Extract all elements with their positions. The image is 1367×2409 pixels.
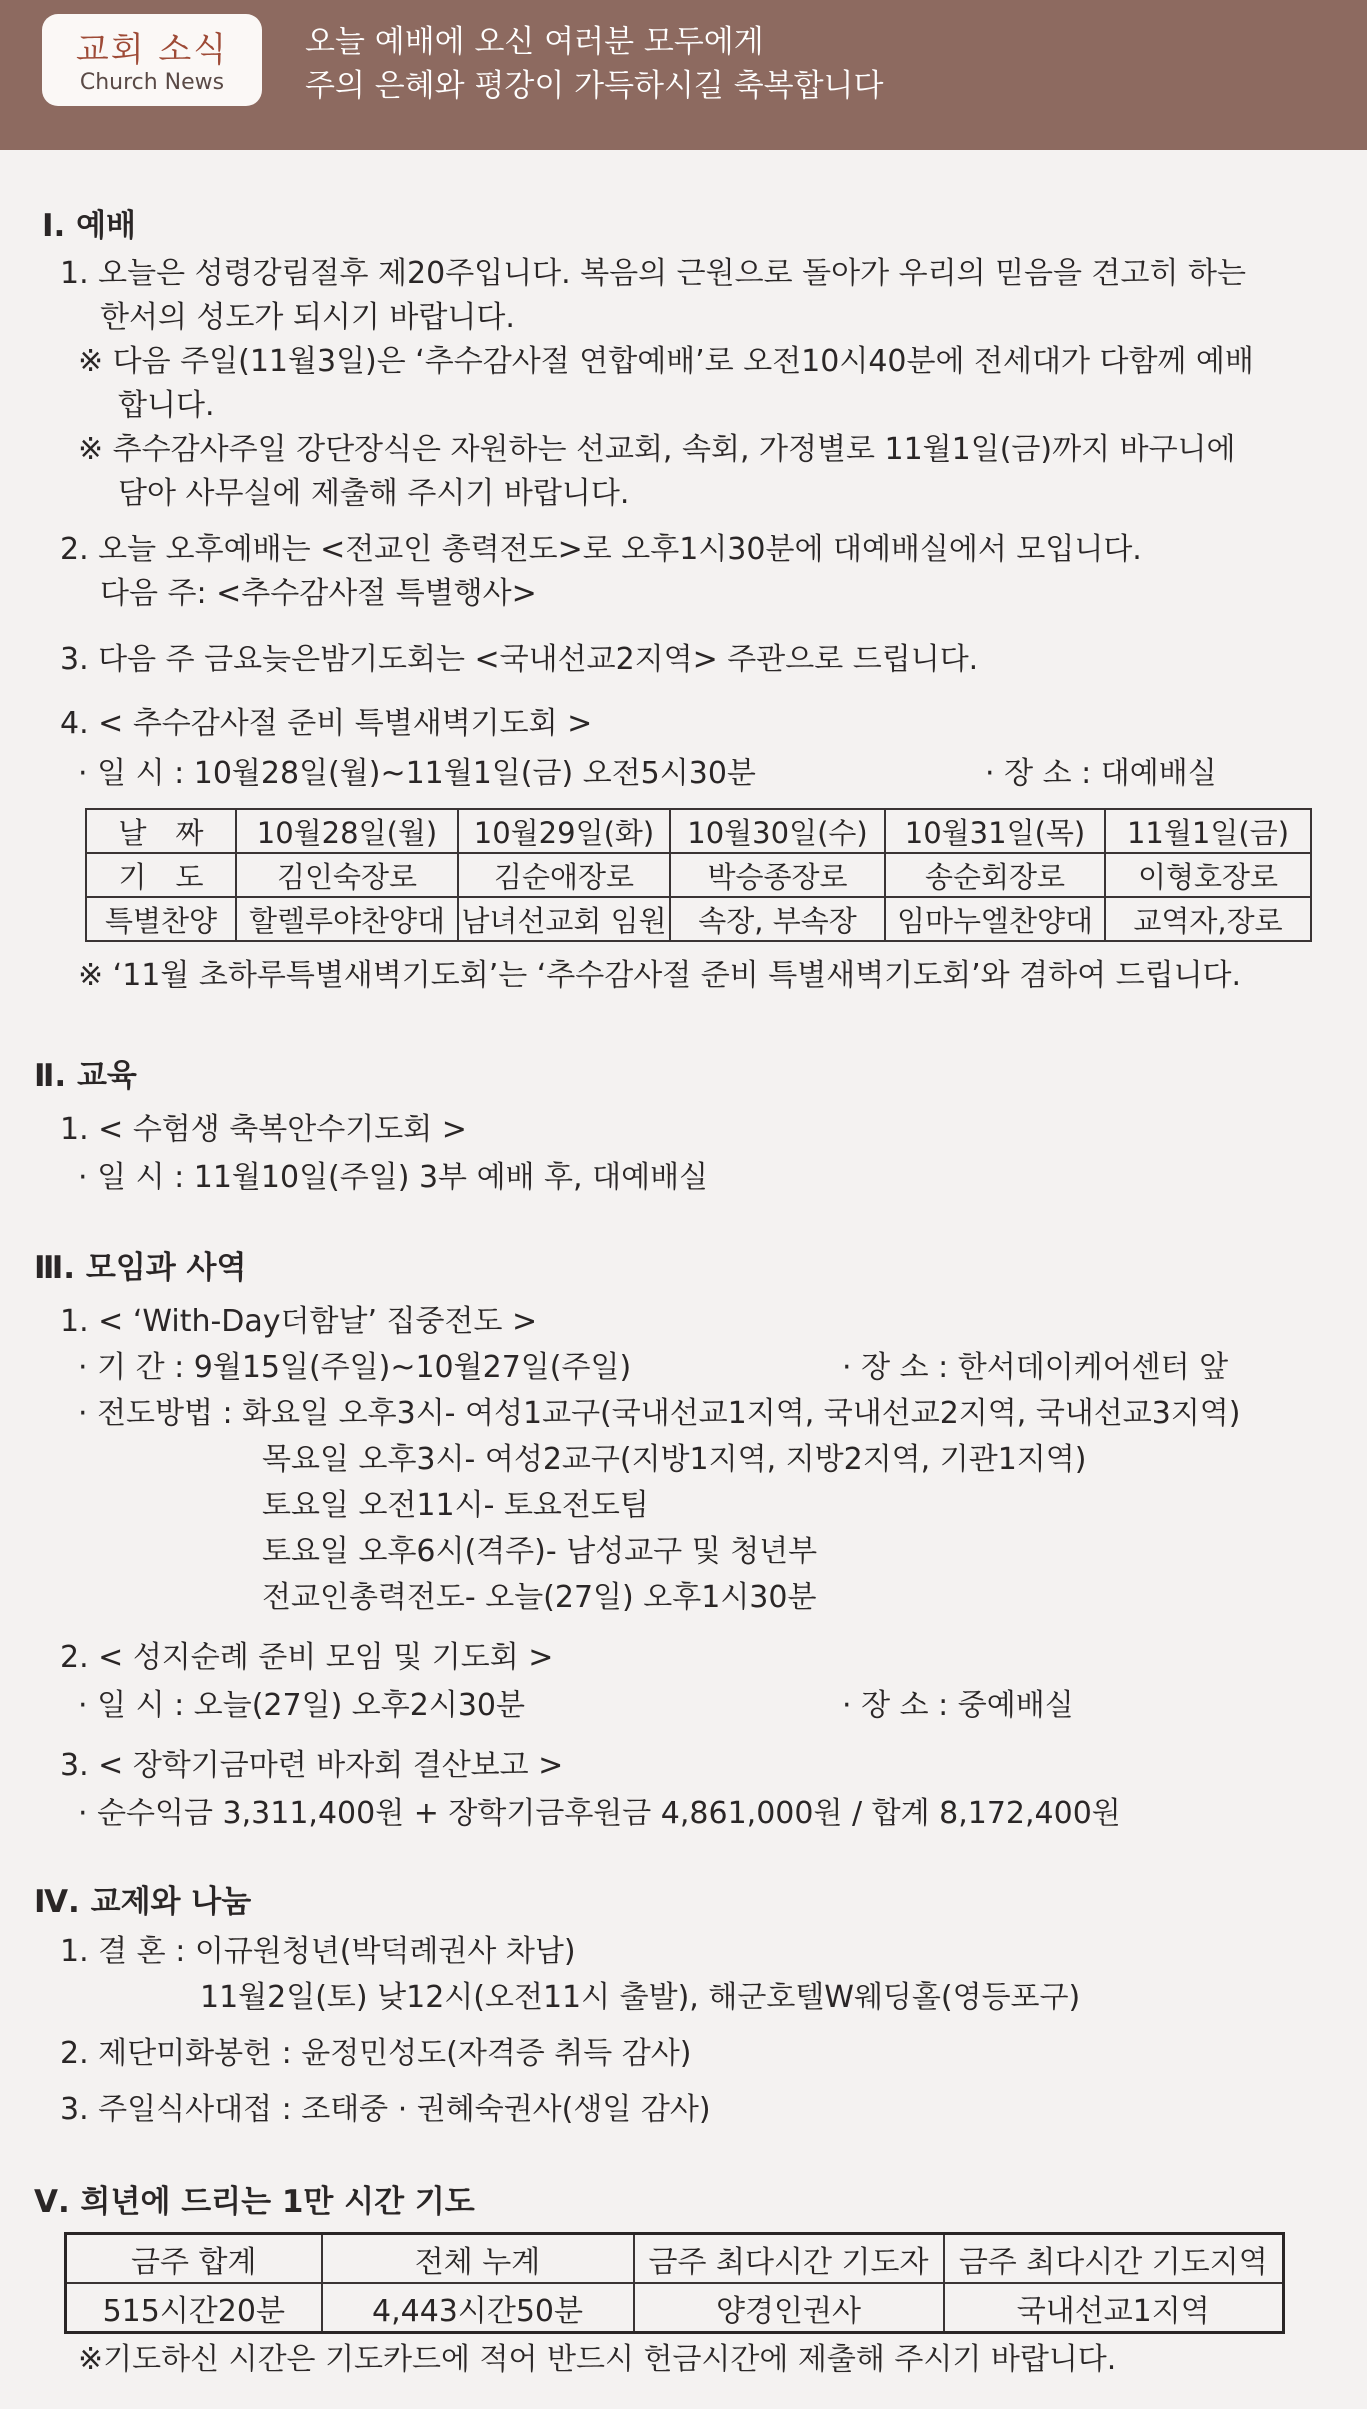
pilgrimage-place: · 장 소 : 중예배실 — [842, 1688, 1074, 1723]
table-cell: 10월30일(수) — [670, 809, 885, 853]
table-header-cell: 전체 누계 — [322, 2234, 634, 2284]
worship-note2-line2: 담아 사무실에 제출해 주시기 바랍니다. — [118, 476, 630, 511]
table-cell: 4,443시간50분 — [322, 2283, 634, 2333]
table-cell: 양경인권사 — [634, 2283, 944, 2333]
altar-flowers: 2. 제단미화봉헌 : 윤정민성도(자격증 취득 감사) — [60, 2036, 692, 2071]
table-cell: 교역자,장로 — [1105, 897, 1311, 941]
table-row — [86, 897, 1311, 941]
meetings-item1: 1. < ‘With-Day더함날’ 집중전도 > — [60, 1304, 538, 1339]
worship-item4-title: 4. < 추수감사절 준비 특별새벽기도회 > — [60, 706, 593, 741]
table-cell: 속장, 부속장 — [670, 897, 885, 941]
table-cell: 이형호장로 — [1105, 853, 1311, 897]
table-cell: 국내선교1지역 — [944, 2283, 1284, 2333]
section-prayer-title: Ⅴ. 희년에 드리는 1만 시간 기도 — [34, 2184, 475, 2220]
meetings-item3: 3. < 장학기금마련 바자회 결산보고 > — [60, 1748, 564, 1783]
education-item1: 1. < 수험생 축복안수기도회 > — [60, 1112, 467, 1147]
worship-item2-line1: 2. 오늘 오후예배는 <전교인 총력전도>로 오후1시30분에 대예배실에서 모입니다. — [60, 532, 1142, 567]
section-meetings-title: Ⅲ. 모임과 사역 — [34, 1250, 247, 1286]
badge-title-korean: 교회 소식 — [75, 30, 229, 70]
table-header-cell: 금주 합계 — [66, 2234, 322, 2284]
worship-note1-line1: ※ 다음 주일(11월3일)은 ‘추수감사절 연합예배’로 오전10시40분에 전세대가 다함께 예배 — [78, 344, 1254, 379]
church-news-badge — [42, 14, 262, 106]
table-cell: 임마누엘찬양대 — [885, 897, 1105, 941]
table-cell: 김인숙장로 — [236, 853, 458, 897]
evangelism-method-line4: 토요일 오후6시(격주)- 남성교구 및 청년부 — [262, 1534, 818, 1569]
worship-item3: 3. 다음 주 금요늦은밤기도회는 <국내선교2지역> 주관으로 드립니다. — [60, 642, 979, 677]
wedding-line2: 11월2일(토) 낮12시(오전11시 출발), 해군호텔W웨딩홀(영등포구) — [200, 1980, 1081, 2015]
table-cell: 특별찬양 — [86, 897, 236, 941]
worship-note2-line1: ※ 추수감사주일 강단장식은 자원하는 선교회, 속회, 가정별로 11월1일(금)까지 바구니에 — [78, 432, 1236, 467]
evangelism-place: · 장 소 : 한서데이케어센터 앞 — [842, 1350, 1229, 1385]
section-fellowship-title: Ⅳ. 교제와 나눔 — [34, 1884, 252, 1920]
dawn-prayer-time: · 일 시 : 10월28일(월)~11월1일(금) 오전5시30분 — [78, 756, 756, 791]
evangelism-period: · 기 간 : 9월15일(주일)~10월27일(주일) — [78, 1350, 632, 1385]
table-cell: 10월28일(월) — [236, 809, 458, 853]
worship-note1-line2: 합니다. — [118, 388, 215, 423]
table-header-cell: 금주 최다시간 기도자 — [634, 2234, 944, 2284]
sunday-meal: 3. 주일식사대접 : 조태중 · 권혜숙권사(생일 감사) — [60, 2092, 711, 2127]
evangelism-method-line3: 토요일 오전11시- 토요전도팀 — [262, 1488, 649, 1523]
meetings-item2: 2. < 성지순례 준비 모임 및 기도회 > — [60, 1640, 554, 1675]
header-message-line2: 주의 은혜와 평강이 가득하시길 축복합니다 — [305, 68, 884, 104]
table-cell: 남녀선교회 임원 — [458, 897, 670, 941]
table-cell: 515시간20분 — [66, 2283, 322, 2333]
table-cell: 할렐루야찬양대 — [236, 897, 458, 941]
header-message-line1: 오늘 예배에 오신 여러분 모두에게 — [305, 24, 764, 60]
badge-title-english: Church News — [79, 70, 225, 95]
worship-item1-line2: 한서의 성도가 되시기 바랍니다. — [100, 300, 515, 335]
prayer-hours-table — [64, 2232, 1285, 2334]
prayer-note: ※기도하신 시간은 기도카드에 적어 반드시 헌금시간에 제출해 주시기 바랍니다. — [78, 2342, 1117, 2377]
table-cell: 김순애장로 — [458, 853, 670, 897]
table-cell: 송순회장로 — [885, 853, 1105, 897]
table-cell: 박승종장로 — [670, 853, 885, 897]
table-cell: 10월31일(목) — [885, 809, 1105, 853]
church-news-header — [0, 0, 1367, 150]
table-cell: 기 도 — [86, 853, 236, 897]
section-worship-title: Ⅰ. 예배 — [42, 208, 136, 244]
table-row — [66, 2234, 1284, 2284]
section-education-title: Ⅱ. 교육 — [34, 1058, 137, 1094]
table-row — [86, 809, 1311, 853]
dawn-prayer-place: · 장 소 : 대예배실 — [985, 756, 1217, 791]
worship-item1-line1: 1. 오늘은 성령강림절후 제20주입니다. 복음의 근원으로 돌아가 우리의 믿음을 견고히 하는 — [60, 256, 1246, 291]
table-row — [86, 853, 1311, 897]
wedding-line1: 1. 결 혼 : 이규원청년(박덕례권사 차남) — [60, 1934, 576, 1969]
education-item1-time: · 일 시 : 11월10일(주일) 3부 예배 후, 대예배실 — [78, 1160, 709, 1195]
bazaar-settlement: · 순수익금 3,311,400원 + 장학기금후원금 4,861,000원 / 합계 8,172,400원 — [78, 1796, 1121, 1831]
table-cell: 11월1일(금) — [1105, 809, 1311, 853]
table-cell: 날 짜 — [86, 809, 236, 853]
table-cell: 10월29일(화) — [458, 809, 670, 853]
worship-item2-line2: 다음 주: <추수감사절 특별행사> — [100, 576, 537, 611]
evangelism-method-line2: 목요일 오후3시- 여성2교구(지방1지역, 지방2지역, 기관1지역) — [262, 1442, 1087, 1477]
evangelism-method-line1: · 전도방법 : 화요일 오후3시- 여성1교구(국내선교1지역, 국내선교2지역, 국내선교3지역) — [78, 1396, 1241, 1431]
evangelism-method-line5: 전교인총력전도- 오늘(27일) 오후1시30분 — [262, 1580, 817, 1615]
pilgrimage-time: · 일 시 : 오늘(27일) 오후2시30분 — [78, 1688, 525, 1723]
table-row — [66, 2283, 1284, 2333]
dawn-prayer-note: ※ ‘11월 초하루특별새벽기도회’는 ‘추수감사절 준비 특별새벽기도회’와 겸하여 드립니다. — [78, 958, 1242, 993]
table-header-cell: 금주 최다시간 기도지역 — [944, 2234, 1284, 2284]
dawn-prayer-schedule-table — [85, 808, 1312, 942]
